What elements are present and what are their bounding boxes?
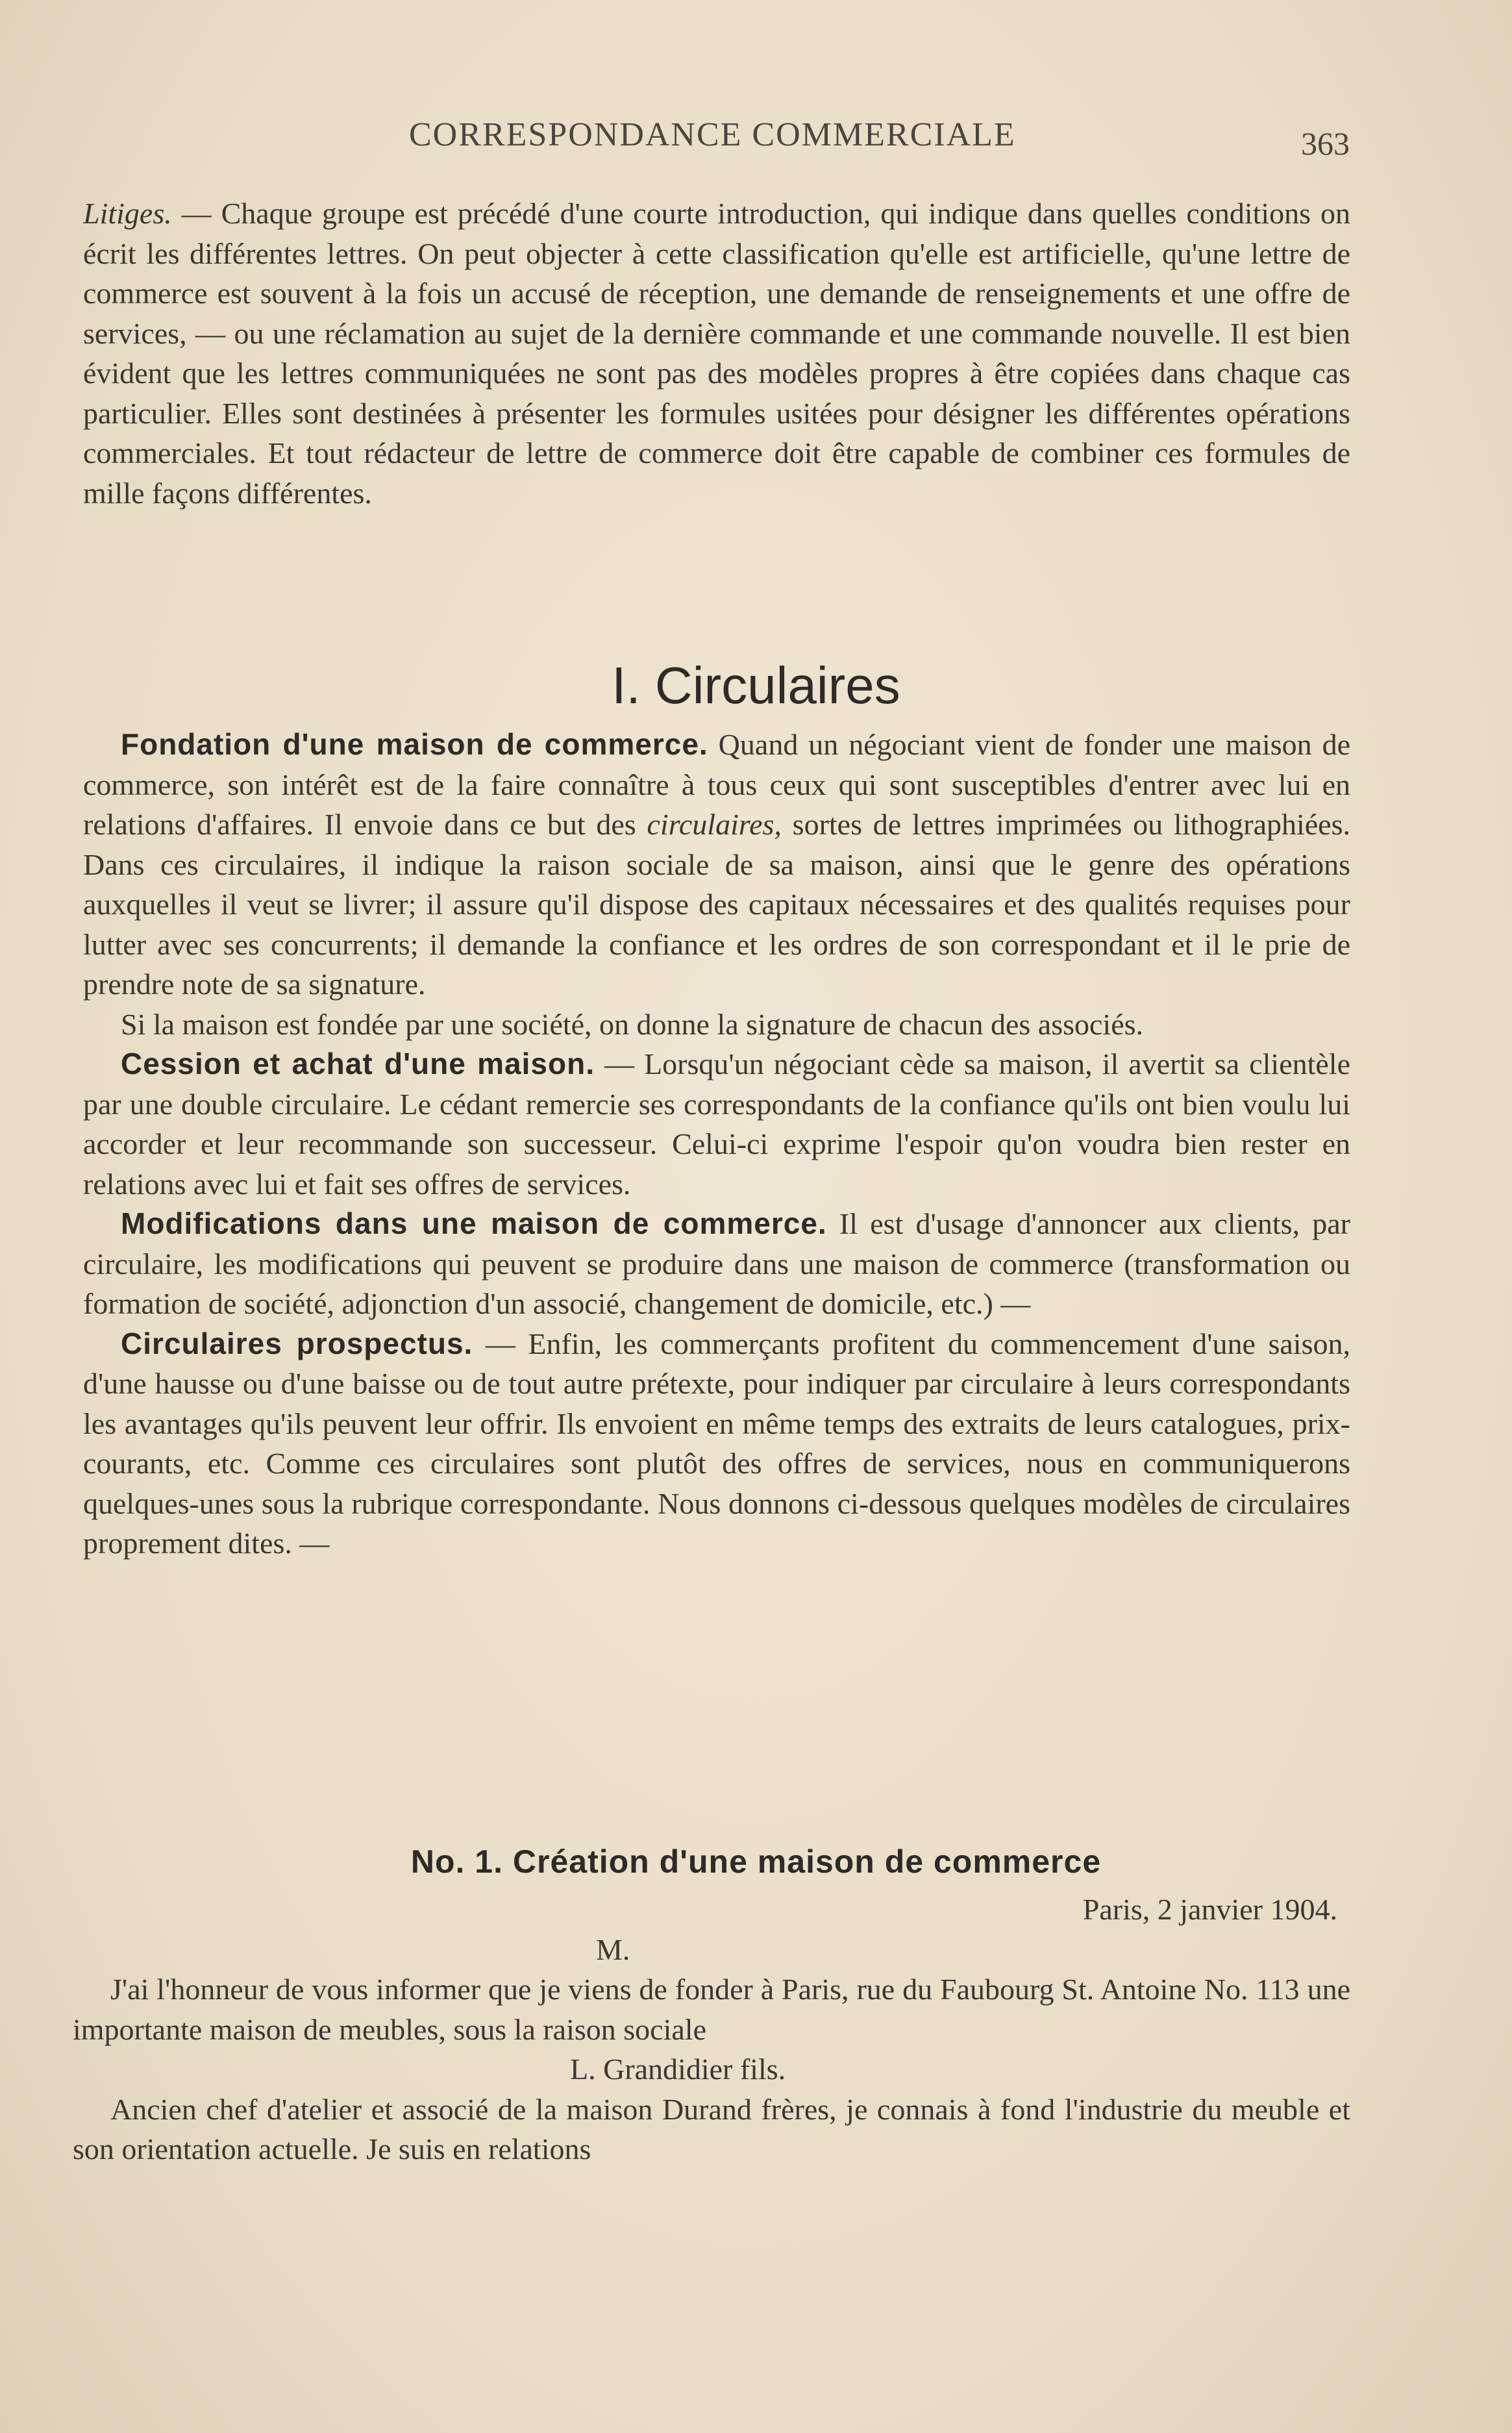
rubric-cession: Cession et achat d'une maison.	[121, 1047, 595, 1080]
intro-text: — Chaque groupe est précédé d'une courte introduction, qui indique dans quelles conditions on écrit les différentes lettres. On peut objecter à cette classification qu'elle est artificielle, qu'une lettre de commerce est souvent à la fois un accusé de réception, une demande de renseignements et une offre de services, — ou une réclamation au sujet de la dernière commande et une commande nouvelle. Il est bien évident que les lettres communiquées ne sont pas des modèles propres à être copiées dans chaque cas particulier. Elles sont destinées à présenter les formules usitées pour désigner les différentes opérations commerciales. Et tout rédacteur de lettre de commerce doit être capable de combiner ces formules de mille façons différentes.	[83, 197, 1350, 510]
rubric-modifications: Modifications dans une maison de commerce.	[121, 1206, 827, 1240]
model-letter-title: No. 1. Création d'une maison de commerce	[410, 1843, 1102, 1880]
paragraph-text: Il est d'usage d'annoncer aux clients, par circulaire, les modifications qui peuvent se produire dans une maison de commerce (transformation ou formation de société, adjonction d'un associé, changement de domicile, etc.) —	[83, 1207, 1350, 1320]
paragraph-text: — Enfin, les commerçants profitent du commencement d'une saison, d'une hausse ou d'une baisse ou de tout autre prétexte, pour indiquer par circulaire à leurs correspondants les avantages qu'ils peuvent leur offrir. Ils envoient en même temps des extraits de leurs catalogues, prix-courants, etc. Comme ces circulaires sont plutôt des offres de services, nous en communiquerons quelques-unes sous la rubrique correspondante. Nous donnons ci-dessous quelques modèles de circulaires proprement dites. —	[83, 1327, 1350, 1560]
running-title: CORRESPONDANCE COMMERCIALE	[409, 116, 1016, 153]
page-number: 363	[1301, 125, 1350, 162]
paragraph-modifications	[83, 1204, 1350, 1324]
page-header	[0, 116, 1512, 162]
italic-term: circulaires,	[647, 808, 782, 841]
paragraph-text: sortes de lettres imprimées ou lithographiées. Dans ces circulaires, il indique la raison sociale de sa maison, ainsi que le genre des opérations auxquelles il veut se livrer; il assure qu'il dispose des capitaux nécessaires et des qualités requises pour lutter avec ses concurrents; il demande la confiance et les ordres de son correspondant et il le prie de prendre note de sa signature.	[83, 808, 1351, 1001]
paragraph-text: Si la maison est fondée par une société, on donne la signature de chacun des associés.	[121, 1007, 1144, 1041]
intro-paragraph	[83, 193, 1350, 513]
paragraph-cession	[83, 1044, 1350, 1204]
letter-salutation: M.	[596, 1932, 630, 1966]
model-letter	[73, 1890, 1350, 2169]
section-body	[83, 725, 1350, 1564]
section-title: I. Circulaires	[612, 656, 900, 714]
paragraph-societe	[83, 1004, 1350, 1045]
letter-firm-name: L. Grandidier fils.	[570, 2052, 786, 2086]
paragraph-text: Quand un négociant vient de fonder une maison de commerce, son intérêt est de la faire connaître à tous ceux qui sont susceptibles d'entrer avec lui en relations d'affaires. Il envoie dans ce but des	[83, 728, 1351, 841]
intro-lead: Litiges.	[83, 197, 172, 230]
letter-paragraph-1: J'ai l'honneur de vous informer que je viens de fonder à Paris, rue du Faubourg St. Antoine No. 113 une importante maison de meubles, sous la raison sociale	[73, 1973, 1350, 2046]
letter-date-line: Paris, 2 janvier 1904.	[1082, 1893, 1337, 1926]
rubric-fondation: Fondation d'une maison de commerce.	[121, 727, 708, 761]
letter-paragraph-2: Ancien chef d'atelier et associé de la maison Durand frères, je connais à fond l'industrie du meuble et son orientation actuelle. Je suis en relations	[73, 2092, 1350, 2165]
paragraph-text: — Lorsqu'un négociant cède sa maison, il avertit sa clientèle par une double circulaire. Le cédant remercie ses correspondants de la confiance qu'ils ont bien voulu lui accorder et leur recommande son successeur. Celui-ci exprime l'espoir qu'on voudra bien rester en relations avec lui et fait ses offres de services.	[83, 1047, 1351, 1201]
paragraph-prospectus	[83, 1324, 1350, 1564]
paragraph-fondation	[83, 725, 1350, 1004]
rubric-prospectus: Circulaires prospectus.	[121, 1326, 473, 1360]
